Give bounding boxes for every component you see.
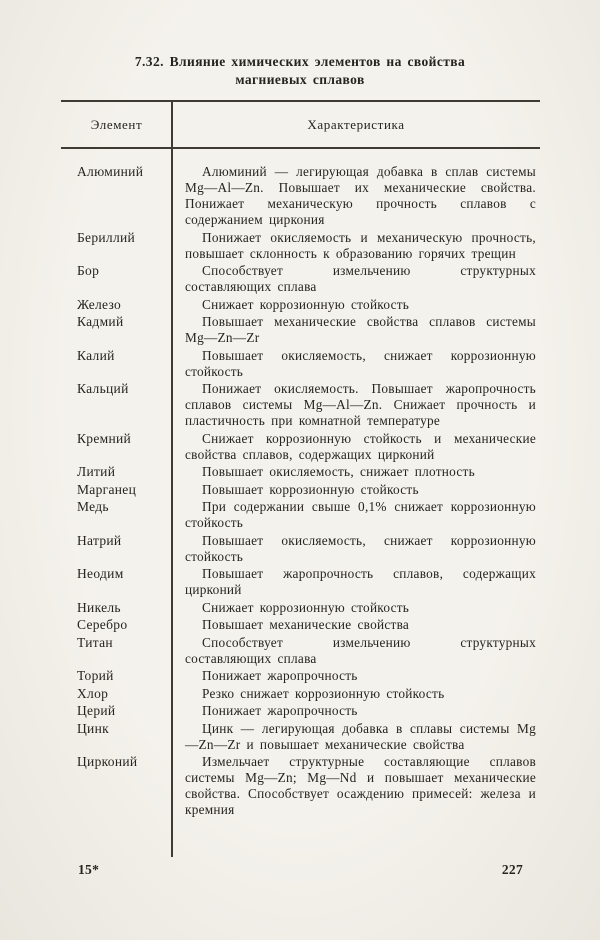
- table-row: [61, 600, 540, 616]
- page-footer: [78, 862, 523, 878]
- table-title: [0, 53, 600, 88]
- characteristic-cell: Снижает коррозионную стойкость: [202, 599, 410, 615]
- table-row: [61, 635, 540, 667]
- characteristic-cell: Повышает жаропрочность сплавов, содержащих цирконий: [185, 566, 536, 597]
- table-row: [61, 164, 540, 228]
- characteristic-cell: Повышает окисляемость, снижает коррозионную стойкость: [185, 532, 536, 564]
- table-row: [61, 566, 540, 598]
- table-row: [61, 686, 540, 702]
- characteristic-cell: Способствует измельчению структурных составляющих сплава: [185, 263, 536, 294]
- characteristic-cell: Понижает жаропрочность: [202, 703, 358, 718]
- element-cell: Калий: [77, 347, 115, 363]
- table-row: [61, 297, 540, 313]
- table-row: [61, 482, 540, 498]
- table-row: [61, 668, 540, 684]
- characteristic-cell: Способствует измельчению структурных составляющих сплава: [185, 634, 536, 666]
- characteristic-cell: Повышает механические свойства сплавов системы Mg—Zn—Zr: [185, 314, 536, 345]
- elements-properties-table: [61, 100, 540, 857]
- table-row: [61, 499, 540, 531]
- characteristic-cell: Цинк — легирующая добавка в сплавы системы Mg—Zn—Zr и повышает механические свойства: [185, 720, 536, 752]
- characteristic-cell: Повышает коррозионную стойкость: [202, 481, 419, 497]
- element-cell: Марганец: [77, 481, 137, 497]
- table-row: [61, 263, 540, 295]
- table-title-line-2: магниевых сплавов: [235, 71, 365, 87]
- element-cell: Никель: [77, 599, 121, 615]
- element-cell: Литий: [77, 464, 116, 479]
- characteristic-cell: При содержании свыше 0,1% снижает коррозионную стойкость: [185, 499, 536, 530]
- characteristic-cell: Повышает механические свойства: [202, 617, 410, 632]
- table-header-row: [61, 102, 540, 149]
- element-cell: Натрий: [77, 532, 122, 548]
- characteristic-cell: Алюминий — легирующая добавка в сплав системы Mg—Al—Zn. Повышает их механические свойства. Понижает механическую прочность сплавов с содержанием циркония: [185, 164, 536, 227]
- element-cell: Кремний: [77, 430, 132, 446]
- signature-mark: 15*: [78, 862, 100, 877]
- table-row: [61, 381, 540, 429]
- characteristic-cell: Снижает коррозионную стойкость: [202, 296, 410, 312]
- table-title-line-1: 7.32. Влияние химических элементов на свойства: [134, 54, 466, 69]
- element-cell: Торий: [77, 668, 114, 683]
- element-cell: Кальций: [77, 381, 129, 396]
- element-cell: Титан: [77, 634, 113, 650]
- column-header-characteristic: Характеристика: [307, 116, 405, 132]
- characteristic-cell: Понижает окисляемость и механическую прочность, повышает склонность к образованию горячих трещин: [185, 229, 536, 261]
- column-header-element: Элемент: [90, 116, 143, 132]
- element-cell: Алюминий: [77, 164, 144, 179]
- characteristic-cell: Повышает окисляемость, снижает плотность: [202, 464, 475, 479]
- element-cell: Медь: [77, 499, 109, 514]
- table-row: [61, 464, 540, 480]
- table-row: [61, 533, 540, 565]
- characteristic-cell: Понижает жаропрочность: [202, 668, 358, 683]
- element-cell: Цирконий: [77, 754, 138, 769]
- table-row: [61, 431, 540, 463]
- element-cell: Бор: [77, 263, 100, 278]
- characteristic-cell: Снижает коррозионную стойкость и механические свойства сплавов, содержащих цирконий: [185, 430, 536, 462]
- table-body: [61, 149, 540, 818]
- element-cell: Бериллий: [77, 229, 136, 245]
- element-cell: Неодим: [77, 566, 124, 581]
- table-row: [61, 617, 540, 633]
- table-row: [61, 703, 540, 719]
- element-cell: Цинк: [77, 720, 109, 736]
- element-cell: Кадмий: [77, 314, 124, 329]
- page-number: 227: [501, 862, 523, 877]
- characteristic-cell: Повышает окисляемость, снижает коррозионную стойкость: [185, 347, 536, 379]
- element-cell: Хлор: [77, 685, 109, 701]
- element-cell: Железо: [77, 296, 122, 312]
- table-row: [61, 721, 540, 753]
- characteristic-cell: Понижает окисляемость. Повышает жаропрочность сплавов системы Mg—Al—Zn. Снижает прочность и пластичность при комнатной температуре: [185, 381, 536, 428]
- characteristic-cell: Измельчает структурные составляющие сплавов системы Mg—Zn; Mg—Nd и повышает механические свойства. Способствует осаждению примесей: железа и кремния: [185, 754, 536, 817]
- element-cell: Серебро: [77, 617, 128, 632]
- table-row: [61, 230, 540, 262]
- table-row: [61, 314, 540, 346]
- table-row: [61, 348, 540, 380]
- characteristic-cell: Резко снижает коррозионную стойкость: [202, 685, 445, 701]
- table-column-divider: [171, 102, 173, 857]
- element-cell: Церий: [77, 703, 116, 718]
- table-row: [61, 754, 540, 818]
